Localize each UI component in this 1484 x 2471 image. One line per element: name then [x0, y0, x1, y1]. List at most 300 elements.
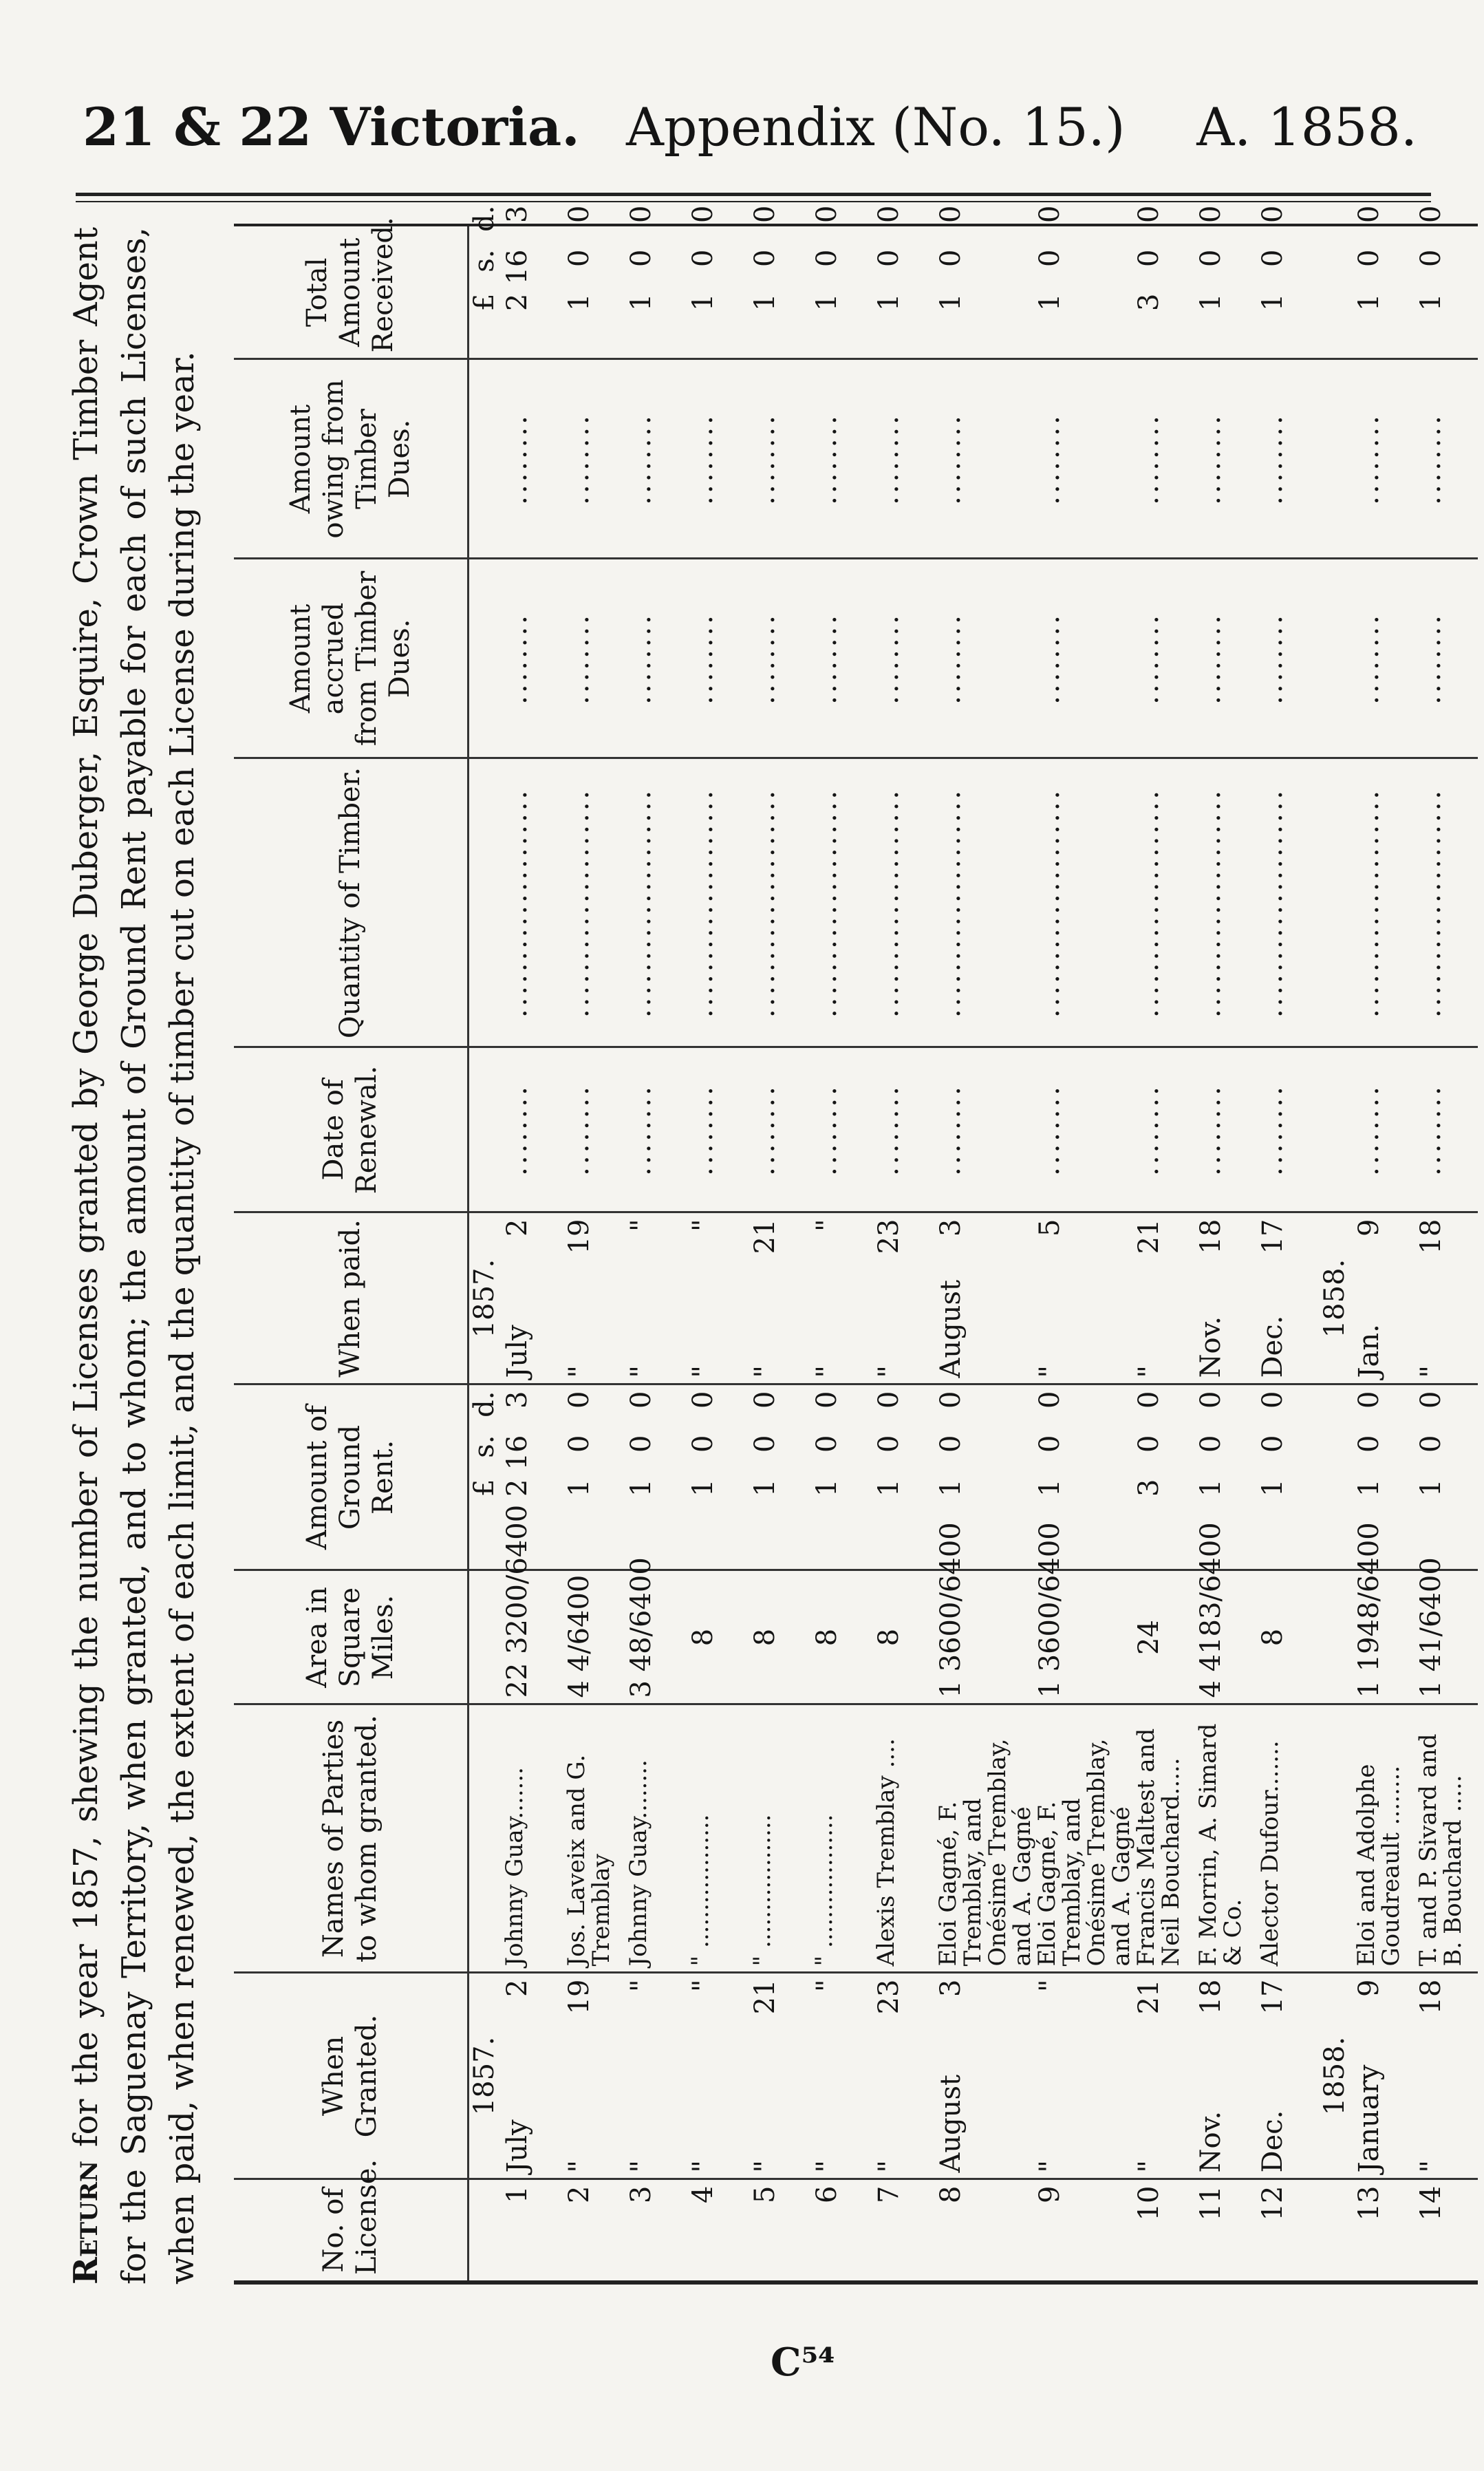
when-paid	[874, 1212, 936, 1384]
ground-rent-part: 16	[502, 1435, 533, 1470]
when-granted	[1258, 1973, 1320, 2179]
amount-owing: ........	[1354, 359, 1416, 559]
amount-owing: ........	[936, 359, 1035, 559]
total-received-part: 0	[1415, 249, 1447, 267]
ground-rent-part: 3	[502, 1391, 533, 1409]
year-cell	[1320, 1384, 1354, 1570]
granted-day: "	[687, 1979, 719, 1992]
column-header-5: When paid.	[234, 1212, 468, 1384]
total-received-part: 0	[625, 205, 657, 223]
amount-accrued: ........	[750, 559, 812, 758]
column-header-8: Amount accrued from Timber Dues.	[234, 559, 468, 758]
area-sq-miles: 4 4/6400	[564, 1570, 626, 1704]
party-names: Eloi Gagné, F. Tremblay, and Onésime Tremblay, and A. Gagné	[1035, 1704, 1134, 1973]
paid-day: 9	[1353, 1219, 1385, 1237]
granted-day: "	[811, 1979, 843, 1992]
amount-accrued: ........	[502, 559, 564, 758]
year-cell	[1320, 225, 1354, 359]
amount-owing: ........	[1134, 359, 1196, 559]
date-of-renewal: ........	[626, 1047, 688, 1212]
party-names: " ..................	[688, 1704, 750, 1973]
total-received-part: 0	[811, 205, 843, 223]
area-sq-miles: 24	[1134, 1570, 1196, 1704]
units-no	[468, 2179, 502, 2282]
year-granted: 1857.	[468, 1973, 502, 2179]
total-received-part: 1	[625, 293, 657, 311]
quantity-of-timber: ....................	[1134, 758, 1196, 1047]
units-area	[468, 1570, 502, 1704]
total-received-part: 3	[1133, 293, 1165, 311]
date-of-renewal: ........	[1354, 1047, 1416, 1212]
when-paid	[1416, 1212, 1478, 1384]
rotated-return-table	[62, 205, 1467, 2285]
total-received	[563, 205, 626, 359]
ground-rent-part: 0	[687, 1391, 719, 1409]
amount-accrued: ........	[564, 559, 626, 758]
paid-month: "	[1034, 1365, 1066, 1378]
units-renewal	[468, 1047, 502, 1212]
caption-lead: Return	[67, 2160, 105, 2285]
total-received-part: 0	[1353, 205, 1385, 223]
total-received-part: 0	[1133, 249, 1165, 267]
total-received-part: 1	[873, 293, 905, 311]
ground-rent-part: 1	[749, 1479, 781, 1497]
paid-month: "	[1133, 1365, 1165, 1378]
quantity-of-timber: ....................	[750, 758, 812, 1047]
total-received	[873, 205, 936, 359]
total-received-part: 0	[1195, 205, 1227, 223]
total-received	[1034, 205, 1134, 359]
total-received-part: 1	[1415, 293, 1447, 311]
license-no: 9	[1035, 2179, 1134, 2282]
area-sq-miles: 1 3600/6400	[936, 1570, 1035, 1704]
column-header-4: Amount of Ground Rent.	[234, 1384, 468, 1570]
total-units-part: d.	[468, 205, 500, 232]
quantity-of-timber: ....................	[1258, 758, 1320, 1047]
total-received-part: 0	[935, 205, 967, 223]
area-sq-miles: 1 3600/6400	[1035, 1570, 1134, 1704]
date-of-renewal: ........	[750, 1047, 812, 1212]
paid-month: Dec.	[1257, 1315, 1289, 1378]
granted-day: 2	[502, 1979, 533, 1997]
ground-rent-part: 0	[1353, 1435, 1385, 1453]
party-names: " ..................	[750, 1704, 812, 1973]
total-units-part: £	[468, 293, 500, 311]
quantity-of-timber: ....................	[812, 758, 874, 1047]
total-received-part: 1	[1257, 293, 1289, 311]
license-no: 14	[1416, 2179, 1478, 2282]
license-no: 5	[750, 2179, 812, 2282]
total-received-part: 0	[625, 249, 657, 267]
paid-month: "	[1415, 1365, 1447, 1378]
granted-day: 23	[873, 1979, 905, 2015]
header-row	[234, 225, 468, 2282]
ground-rent-part: 0	[873, 1435, 905, 1453]
paid-day: "	[625, 1219, 657, 1232]
rent-units	[468, 1384, 502, 1570]
amount-accrued: ........	[1134, 559, 1196, 758]
rent-units-part: s.	[468, 1435, 500, 1458]
ground-rent	[564, 1384, 626, 1570]
when-paid	[626, 1212, 688, 1384]
quantity-of-timber: ....................	[688, 758, 750, 1047]
ground-rent	[1134, 1384, 1196, 1570]
granted-day: 19	[563, 1979, 595, 2015]
granted-month: July	[502, 2119, 533, 2173]
session-title: 21 & 22 Victoria.	[83, 96, 580, 158]
granted-day: 18	[1415, 1979, 1447, 2015]
paid-month: "	[563, 1365, 595, 1378]
total-received-part: 0	[1353, 249, 1385, 267]
ground-rent-part: 0	[1133, 1391, 1165, 1409]
table-row	[1196, 225, 1258, 2282]
license-no: 13	[1354, 2179, 1416, 2282]
paid-day: 18	[1195, 1219, 1227, 1254]
paid-month: Nov.	[1195, 1316, 1227, 1378]
column-header-9: Amount owing from Timber Dues.	[234, 359, 468, 559]
ground-rent-part: 1	[563, 1479, 595, 1497]
license-no: 3	[626, 2179, 688, 2282]
header-rule	[76, 193, 1431, 196]
area-sq-miles: 4 4183/6400	[1196, 1570, 1258, 1704]
when-paid	[1354, 1212, 1416, 1384]
party-names: " ..................	[812, 1704, 874, 1973]
ground-rent-part: 0	[563, 1435, 595, 1453]
total-received	[1415, 205, 1478, 359]
when-granted	[688, 1973, 750, 2179]
ground-rent-part: 0	[1195, 1435, 1227, 1453]
ground-rent-part: 1	[1415, 1479, 1447, 1497]
total-received-part: 1	[1195, 293, 1227, 311]
amount-accrued: ........	[626, 559, 688, 758]
amount-owing: ........	[1196, 359, 1258, 559]
ground-rent-part: 0	[1415, 1391, 1447, 1409]
total-received-part: 0	[687, 205, 719, 223]
ground-rent-part: 0	[1415, 1435, 1447, 1453]
paid-month: "	[811, 1365, 843, 1378]
total-received-part: 3	[502, 205, 533, 223]
granted-day: 9	[1353, 1979, 1385, 1997]
party-names: Alexis Tremblay ....	[874, 1704, 936, 1973]
table-row	[626, 225, 688, 2282]
date-of-renewal: ........	[1416, 1047, 1478, 1212]
table-row	[936, 225, 1035, 2282]
total-received-part: 0	[873, 205, 905, 223]
granted-day: 21	[749, 1979, 781, 2015]
table-row	[1416, 225, 1478, 2282]
total-received	[687, 205, 750, 359]
page-code: C⁵⁴	[771, 2340, 835, 2385]
total-received-part: 0	[687, 249, 719, 267]
quantity-of-timber: ....................	[626, 758, 688, 1047]
paid-month: Jan.	[1353, 1324, 1385, 1378]
year-cell	[1320, 1570, 1354, 1704]
when-granted	[750, 1973, 812, 2179]
amount-owing: ........	[874, 359, 936, 559]
total-received	[1133, 205, 1196, 359]
table-row	[502, 225, 564, 2282]
party-names: Eloi Gagné, F. Tremblay, and Onésime Tremblay, and A. Gagné	[936, 1704, 1035, 1973]
total-received	[1195, 205, 1258, 359]
total-received-part: 0	[1034, 249, 1066, 267]
caption-text: for the year 1857, shewing the number of Licenses granted by George Duberger, Esquire, Crown Timber Agent for the Saguenay Territory, when granted, and to whom; the amount of Ground Rent payable for each of such Licenses, when paid, when renewed, the extent of each limit, and the quantity of timber cut on each License during the year.	[67, 227, 202, 2285]
when-paid	[1134, 1212, 1196, 1384]
amount-owing: ........	[1416, 359, 1478, 559]
date-of-renewal: ........	[874, 1047, 936, 1212]
ground-rent-part: 0	[1034, 1391, 1066, 1409]
paid-day: 23	[873, 1219, 905, 1254]
ground-rent-part: 1	[935, 1479, 967, 1497]
granted-month: "	[873, 2160, 905, 2173]
party-names: Jos. Laveix and G. Tremblay	[564, 1704, 626, 1973]
ground-rent-part: 0	[1353, 1391, 1385, 1409]
ground-rent-part: 0	[811, 1435, 843, 1453]
quantity-of-timber: ....................	[502, 758, 564, 1047]
total-received-part: 1	[1353, 293, 1385, 311]
party-names: Johnny Guay........	[626, 1704, 688, 1973]
paid-month: "	[749, 1365, 781, 1378]
paid-day: 19	[563, 1219, 595, 1254]
table-caption	[62, 227, 220, 2285]
paid-month: August	[935, 1279, 967, 1378]
total-received-part: 1	[687, 293, 719, 311]
year-cell	[1320, 758, 1354, 1047]
total-received-part: 1	[935, 293, 967, 311]
paid-day: 2	[502, 1219, 533, 1237]
column-header-10: Total Amount Received.	[234, 225, 468, 359]
date-of-renewal: ........	[1258, 1047, 1320, 1212]
ground-rent	[1416, 1384, 1478, 1570]
year-cell	[1320, 1704, 1354, 1973]
license-no: 12	[1258, 2179, 1320, 2282]
ground-rent	[874, 1384, 936, 1570]
quantity-of-timber: ....................	[1354, 758, 1416, 1047]
granted-month: "	[1034, 2160, 1066, 2173]
amount-owing: ........	[812, 359, 874, 559]
date-of-renewal: ........	[936, 1047, 1035, 1212]
table-body	[468, 205, 1478, 2282]
ground-rent-part: 0	[935, 1435, 967, 1453]
ground-rent-part: 0	[687, 1435, 719, 1453]
column-header-7: Quantity of Timber.	[234, 758, 468, 1047]
amount-owing: ........	[1035, 359, 1134, 559]
amount-owing: ........	[750, 359, 812, 559]
total-received-part: 0	[563, 205, 595, 223]
amount-accrued: ........	[1354, 559, 1416, 758]
quantity-of-timber: ....................	[564, 758, 626, 1047]
area-sq-miles: 8	[1258, 1570, 1320, 1704]
amount-accrued: ........	[688, 559, 750, 758]
total-received-part: 1	[811, 293, 843, 311]
table-row	[874, 225, 936, 2282]
table-row	[750, 225, 812, 2282]
units-row	[468, 225, 502, 2282]
total-received-part: 16	[502, 249, 533, 285]
amount-accrued: ........	[1035, 559, 1134, 758]
date-of-renewal: ........	[812, 1047, 874, 1212]
paid-day: "	[687, 1219, 719, 1232]
when-granted	[936, 1973, 1035, 2179]
amount-accrued: ........	[1258, 559, 1320, 758]
column-header-0: No. of License.	[234, 2179, 468, 2282]
granted-month: "	[625, 2160, 657, 2173]
table-row	[1035, 225, 1134, 2282]
units-owing	[468, 359, 502, 559]
total-received-part: 0	[873, 249, 905, 267]
quantity-of-timber: ....................	[936, 758, 1035, 1047]
when-paid	[688, 1212, 750, 1384]
year-paid: 1857.	[468, 1212, 502, 1384]
total-received-part: 1	[749, 293, 781, 311]
year-cell	[1320, 559, 1354, 758]
granted-day: 17	[1257, 1979, 1289, 2015]
total-received-part: 1	[563, 293, 595, 311]
license-no: 7	[874, 2179, 936, 2282]
paid-day: 3	[935, 1219, 967, 1237]
total-received	[1353, 205, 1416, 359]
year-cell: 1858.	[1320, 1212, 1354, 1384]
ground-rent-part: 0	[625, 1391, 657, 1409]
year-cell	[1320, 359, 1354, 559]
when-granted	[626, 1973, 688, 2179]
total-received-part: 0	[749, 249, 781, 267]
when-granted	[1416, 1973, 1478, 2179]
column-header-6: Date of Renewal.	[234, 1047, 468, 1212]
paid-day: 5	[1034, 1219, 1066, 1237]
party-names: F. Morrin, A. Simard & Co.	[1196, 1704, 1258, 1973]
ground-rent-part: 1	[1257, 1479, 1289, 1497]
date-of-renewal: ........	[1134, 1047, 1196, 1212]
when-granted	[812, 1973, 874, 2179]
ground-rent-part: 0	[1034, 1435, 1066, 1453]
table-row	[1258, 225, 1320, 2282]
quantity-of-timber: ....................	[1416, 758, 1478, 1047]
granted-month: "	[1415, 2160, 1447, 2173]
ground-rent-part: 1	[1195, 1479, 1227, 1497]
ground-rent-part: 0	[1257, 1435, 1289, 1453]
quantity-of-timber: ....................	[1035, 758, 1134, 1047]
granted-day: 18	[1195, 1979, 1227, 2015]
total-received-part: 0	[811, 249, 843, 267]
license-no: 4	[688, 2179, 750, 2282]
area-sq-miles: 8	[874, 1570, 936, 1704]
amount-owing: ........	[688, 359, 750, 559]
paid-month: July	[502, 1325, 533, 1378]
area-sq-miles: 22 3200/6400	[502, 1570, 564, 1704]
ground-rent-part: 1	[1034, 1479, 1066, 1497]
ground-rent-part: 1	[1353, 1479, 1385, 1497]
total-received-part: 0	[935, 249, 967, 267]
party-names: Alector Dufour.......	[1258, 1704, 1320, 1973]
ground-rent-part: 1	[687, 1479, 719, 1497]
amount-owing: ........	[626, 359, 688, 559]
total-received	[749, 205, 812, 359]
paid-month: "	[873, 1365, 905, 1378]
units-timber	[468, 758, 502, 1047]
when-paid	[502, 1212, 564, 1384]
amount-accrued: ........	[874, 559, 936, 758]
ground-rent-part: 0	[811, 1391, 843, 1409]
ground-rent-part: 0	[1133, 1435, 1165, 1453]
total-received	[811, 205, 874, 359]
area-sq-miles: 8	[688, 1570, 750, 1704]
paid-day: 17	[1257, 1219, 1289, 1254]
total-received-part: 0	[1034, 205, 1066, 223]
header-rule-thin	[76, 201, 1431, 202]
when-paid	[936, 1212, 1035, 1384]
amount-owing: ........	[502, 359, 564, 559]
total-received-part: 2	[502, 293, 533, 311]
granted-month: "	[1133, 2160, 1165, 2173]
when-granted	[1196, 1973, 1258, 2179]
ground-rent-part: 3	[1133, 1479, 1165, 1497]
granted-day: "	[1034, 1979, 1066, 1992]
paid-month: "	[625, 1365, 657, 1378]
party-names: Eloi and Adolphe Goudreault ........	[1354, 1704, 1416, 1973]
date-of-renewal: ........	[564, 1047, 626, 1212]
amount-accrued: ........	[936, 559, 1035, 758]
granted-month: "	[811, 2160, 843, 2173]
column-header-1: When Granted.	[234, 1973, 468, 2179]
total-received-part: 0	[1415, 205, 1447, 223]
total-units-part: s.	[468, 249, 500, 272]
amount-accrued: ........	[1416, 559, 1478, 758]
ground-rent-part: 0	[935, 1391, 967, 1409]
ground-rent-part: 0	[625, 1435, 657, 1453]
area-sq-miles: 8	[812, 1570, 874, 1704]
granted-month: "	[687, 2160, 719, 2173]
paid-day: "	[811, 1219, 843, 1232]
total-received-part: 0	[749, 205, 781, 223]
table-row	[564, 225, 626, 2282]
paid-day: 21	[749, 1219, 781, 1254]
ground-rent	[750, 1384, 812, 1570]
granted-day: 3	[935, 1979, 967, 1997]
granted-month: "	[563, 2160, 595, 2173]
total-received	[1257, 205, 1320, 359]
table-row	[688, 225, 750, 2282]
column-header-3: Area in Square Miles.	[234, 1570, 468, 1704]
amount-accrued: ........	[1196, 559, 1258, 758]
ground-rent-part: 0	[563, 1391, 595, 1409]
license-no: 1	[502, 2179, 564, 2282]
total-units	[468, 205, 502, 359]
units-name	[468, 1704, 502, 1973]
ground-rent	[1258, 1384, 1320, 1570]
total-received	[502, 205, 564, 359]
area-sq-miles: 8	[750, 1570, 812, 1704]
ground-rent-part: 2	[502, 1479, 533, 1497]
table-row	[1354, 225, 1416, 2282]
when-paid	[750, 1212, 812, 1384]
units-accrued	[468, 559, 502, 758]
amount-owing: ........	[564, 359, 626, 559]
party-names: Johnny Guay.......	[502, 1704, 564, 1973]
area-sq-miles: 1 41/6400	[1416, 1570, 1478, 1704]
appendix-title: Appendix (No. 15.)	[626, 96, 1126, 158]
area-sq-miles: 3 48/6400	[626, 1570, 688, 1704]
licenses-table	[234, 205, 1478, 2285]
ground-rent-part: 1	[811, 1479, 843, 1497]
granted-month: Nov.	[1195, 2110, 1227, 2173]
total-received-part: 0	[1133, 205, 1165, 223]
total-received-part: 0	[563, 249, 595, 267]
year-label: A. 1858.	[1196, 96, 1417, 158]
ground-rent-part: 0	[1257, 1391, 1289, 1409]
area-sq-miles: 1 1948/6400	[1354, 1570, 1416, 1704]
total-received-part: 1	[1034, 293, 1066, 311]
when-granted	[1035, 1973, 1134, 2179]
